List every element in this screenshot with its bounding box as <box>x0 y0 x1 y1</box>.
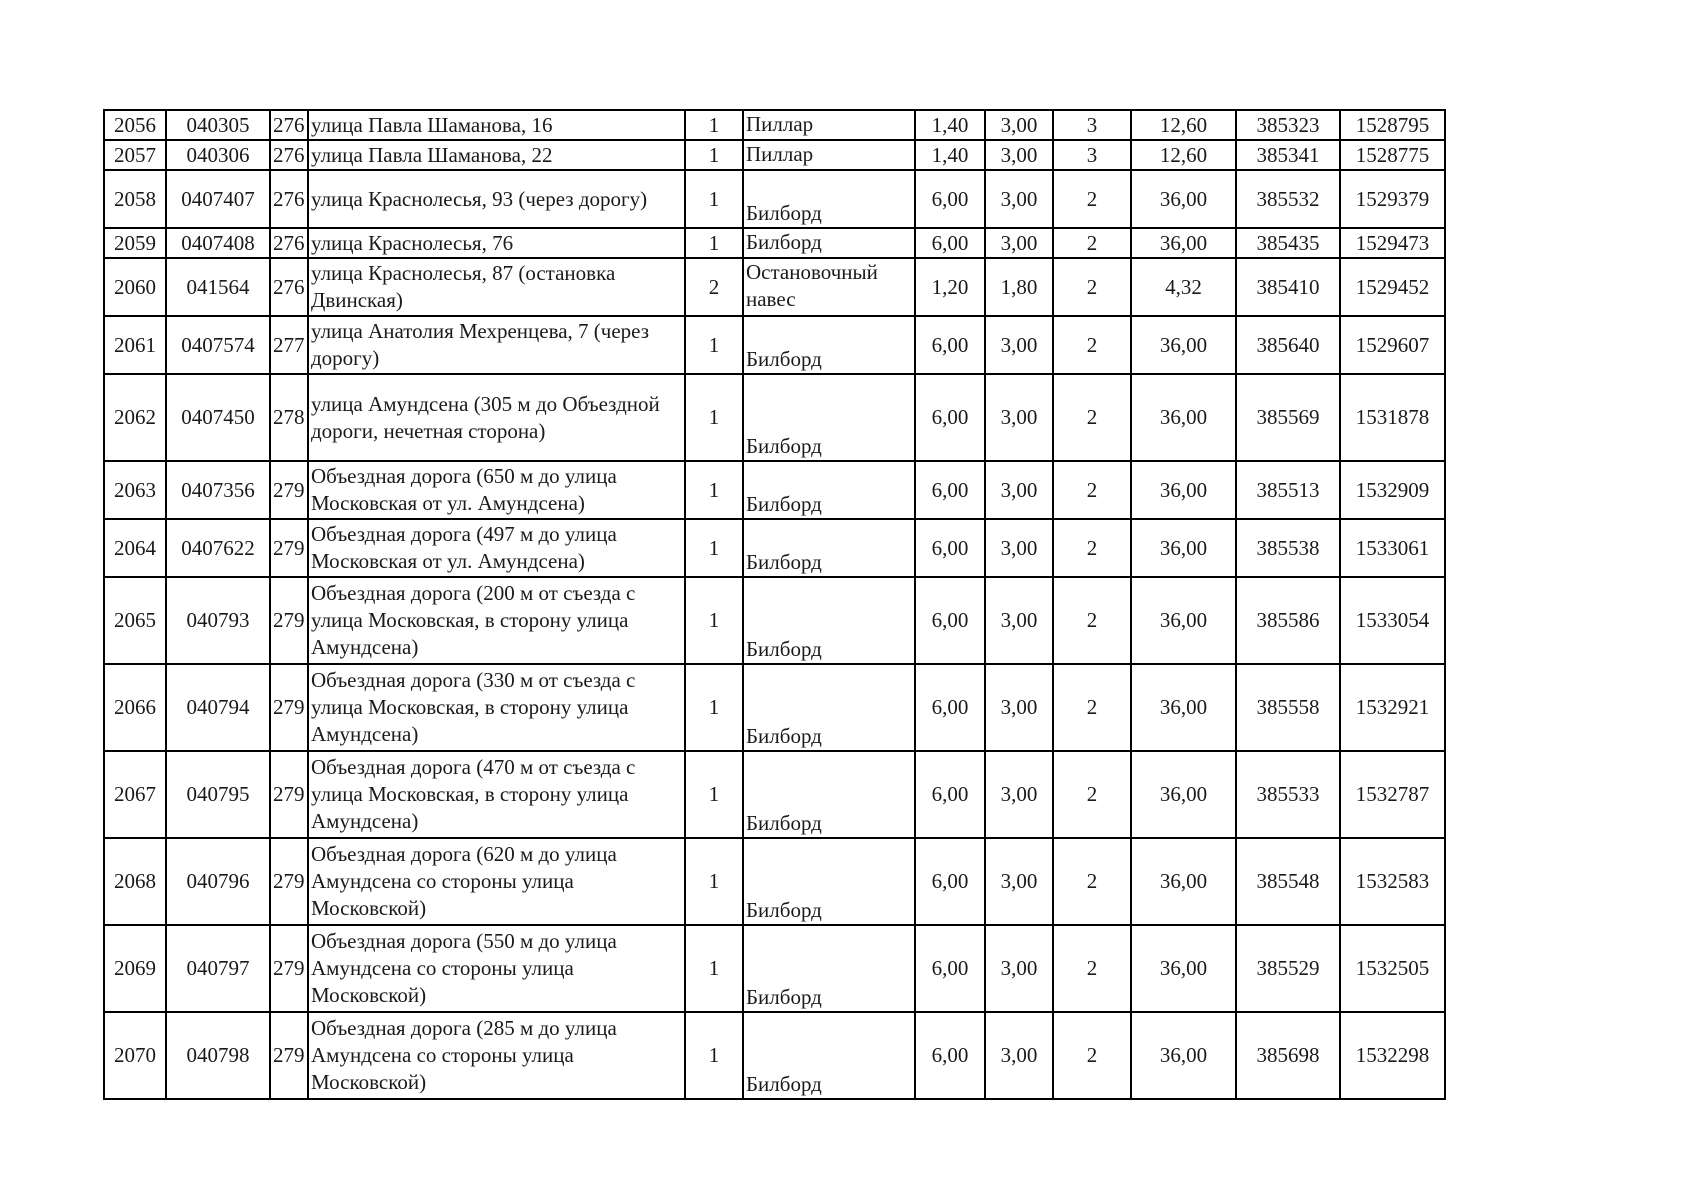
width-cell: 6,00 <box>915 170 985 228</box>
area-cell: 36,00 <box>1131 664 1236 751</box>
advertising-structures-table <box>103 109 1446 1100</box>
structure-type-cell: Пиллар <box>743 140 915 170</box>
row-number-cell: 2064 <box>104 519 166 577</box>
table-row <box>104 838 1445 925</box>
coordinate-x-cell: 385410 <box>1236 258 1340 316</box>
area-cell: 12,60 <box>1131 110 1236 140</box>
coordinate-y-cell: 1532921 <box>1340 664 1445 751</box>
height-cell: 3,00 <box>985 519 1053 577</box>
structure-type-cell: Билборд <box>743 925 915 1012</box>
quantity-cell: 1 <box>685 519 743 577</box>
coordinate-x-cell: 385586 <box>1236 577 1340 664</box>
width-cell: 6,00 <box>915 1012 985 1099</box>
row-number-cell: 2067 <box>104 751 166 838</box>
coordinate-x-cell: 385548 <box>1236 838 1340 925</box>
structure-code-cell: 041564 <box>166 258 270 316</box>
quantity-cell: 1 <box>685 316 743 374</box>
area-cell: 36,00 <box>1131 461 1236 519</box>
quantity-cell: 1 <box>685 664 743 751</box>
table-row <box>104 258 1445 316</box>
quantity-cell: 1 <box>685 577 743 664</box>
address-cell: Объездная дорога (470 м от съезда с улица Московская, в сторону улица Амундсена) <box>308 751 685 838</box>
coordinate-y-cell: 1531878 <box>1340 374 1445 461</box>
sides-cell: 2 <box>1053 170 1131 228</box>
zone-cell: 279 <box>270 1012 308 1099</box>
sides-cell: 2 <box>1053 461 1131 519</box>
coordinate-x-cell: 385640 <box>1236 316 1340 374</box>
zone-cell: 276 <box>270 258 308 316</box>
zone-cell: 276 <box>270 170 308 228</box>
coordinate-x-cell: 385558 <box>1236 664 1340 751</box>
width-cell: 6,00 <box>915 577 985 664</box>
coordinate-x-cell: 385532 <box>1236 170 1340 228</box>
row-number-cell: 2063 <box>104 461 166 519</box>
table-row <box>104 461 1445 519</box>
coordinate-y-cell: 1529452 <box>1340 258 1445 316</box>
structure-code-cell: 040794 <box>166 664 270 751</box>
table-row <box>104 751 1445 838</box>
coordinate-x-cell: 385533 <box>1236 751 1340 838</box>
sides-cell: 3 <box>1053 110 1131 140</box>
structure-type-cell: Пиллар <box>743 110 915 140</box>
table-row <box>104 110 1445 140</box>
area-cell: 36,00 <box>1131 751 1236 838</box>
address-cell: Объездная дорога (650 м до улица Московская от ул. Амундсена) <box>308 461 685 519</box>
width-cell: 6,00 <box>915 838 985 925</box>
row-number-cell: 2061 <box>104 316 166 374</box>
sides-cell: 2 <box>1053 228 1131 258</box>
table-row <box>104 519 1445 577</box>
structure-type-cell: Билборд <box>743 1012 915 1099</box>
sides-cell: 2 <box>1053 751 1131 838</box>
height-cell: 3,00 <box>985 228 1053 258</box>
row-number-cell: 2065 <box>104 577 166 664</box>
zone-cell: 278 <box>270 374 308 461</box>
table-row <box>104 925 1445 1012</box>
table-row <box>104 374 1445 461</box>
coordinate-y-cell: 1532787 <box>1340 751 1445 838</box>
zone-cell: 279 <box>270 838 308 925</box>
height-cell: 3,00 <box>985 751 1053 838</box>
sides-cell: 2 <box>1053 664 1131 751</box>
table-row <box>104 228 1445 258</box>
structure-type-cell: Билборд <box>743 838 915 925</box>
address-cell: улица Павла Шаманова, 22 <box>308 140 685 170</box>
sides-cell: 3 <box>1053 140 1131 170</box>
quantity-cell: 2 <box>685 258 743 316</box>
coordinate-x-cell: 385435 <box>1236 228 1340 258</box>
address-cell: улица Краснолесья, 87 (остановка Двинская) <box>308 258 685 316</box>
structure-type-cell: Билборд <box>743 374 915 461</box>
structure-code-cell: 040796 <box>166 838 270 925</box>
zone-cell: 279 <box>270 925 308 1012</box>
coordinate-x-cell: 385323 <box>1236 110 1340 140</box>
coordinate-x-cell: 385529 <box>1236 925 1340 1012</box>
row-number-cell: 2059 <box>104 228 166 258</box>
area-cell: 36,00 <box>1131 316 1236 374</box>
quantity-cell: 1 <box>685 461 743 519</box>
coordinate-x-cell: 385513 <box>1236 461 1340 519</box>
sides-cell: 2 <box>1053 519 1131 577</box>
coordinate-x-cell: 385698 <box>1236 1012 1340 1099</box>
address-cell: улица Краснолесья, 76 <box>308 228 685 258</box>
height-cell: 3,00 <box>985 461 1053 519</box>
coordinate-y-cell: 1528795 <box>1340 110 1445 140</box>
area-cell: 36,00 <box>1131 577 1236 664</box>
height-cell: 3,00 <box>985 664 1053 751</box>
area-cell: 36,00 <box>1131 838 1236 925</box>
coordinate-x-cell: 385569 <box>1236 374 1340 461</box>
zone-cell: 277 <box>270 316 308 374</box>
height-cell: 3,00 <box>985 577 1053 664</box>
structure-type-cell: Билборд <box>743 461 915 519</box>
address-cell: улица Павла Шаманова, 16 <box>308 110 685 140</box>
structure-code-cell: 040305 <box>166 110 270 140</box>
width-cell: 1,40 <box>915 140 985 170</box>
zone-cell: 276 <box>270 228 308 258</box>
coordinate-y-cell: 1528775 <box>1340 140 1445 170</box>
quantity-cell: 1 <box>685 751 743 838</box>
table-row <box>104 140 1445 170</box>
row-number-cell: 2066 <box>104 664 166 751</box>
width-cell: 6,00 <box>915 925 985 1012</box>
area-cell: 36,00 <box>1131 170 1236 228</box>
height-cell: 1,80 <box>985 258 1053 316</box>
area-cell: 36,00 <box>1131 228 1236 258</box>
width-cell: 6,00 <box>915 374 985 461</box>
table-body <box>104 110 1445 1099</box>
width-cell: 1,20 <box>915 258 985 316</box>
sides-cell: 2 <box>1053 577 1131 664</box>
structure-code-cell: 040798 <box>166 1012 270 1099</box>
width-cell: 6,00 <box>915 228 985 258</box>
coordinate-y-cell: 1532505 <box>1340 925 1445 1012</box>
row-number-cell: 2068 <box>104 838 166 925</box>
structure-code-cell: 0407622 <box>166 519 270 577</box>
quantity-cell: 1 <box>685 1012 743 1099</box>
row-number-cell: 2058 <box>104 170 166 228</box>
quantity-cell: 1 <box>685 228 743 258</box>
height-cell: 3,00 <box>985 170 1053 228</box>
quantity-cell: 1 <box>685 140 743 170</box>
sides-cell: 2 <box>1053 1012 1131 1099</box>
coordinate-y-cell: 1532583 <box>1340 838 1445 925</box>
quantity-cell: 1 <box>685 374 743 461</box>
structure-code-cell: 0407574 <box>166 316 270 374</box>
table-row <box>104 577 1445 664</box>
coordinate-x-cell: 385538 <box>1236 519 1340 577</box>
quantity-cell: 1 <box>685 170 743 228</box>
quantity-cell: 1 <box>685 838 743 925</box>
width-cell: 6,00 <box>915 316 985 374</box>
structure-code-cell: 040797 <box>166 925 270 1012</box>
coordinate-y-cell: 1533054 <box>1340 577 1445 664</box>
structure-type-cell: Билборд <box>743 751 915 838</box>
area-cell: 36,00 <box>1131 374 1236 461</box>
coordinate-y-cell: 1532298 <box>1340 1012 1445 1099</box>
zone-cell: 279 <box>270 577 308 664</box>
coordinate-y-cell: 1533061 <box>1340 519 1445 577</box>
area-cell: 12,60 <box>1131 140 1236 170</box>
address-cell: улица Анатолия Мехренцева, 7 (через дорогу) <box>308 316 685 374</box>
height-cell: 3,00 <box>985 838 1053 925</box>
structure-code-cell: 040306 <box>166 140 270 170</box>
structure-type-cell: Билборд <box>743 664 915 751</box>
zone-cell: 279 <box>270 461 308 519</box>
coordinate-y-cell: 1529473 <box>1340 228 1445 258</box>
row-number-cell: 2069 <box>104 925 166 1012</box>
table-row <box>104 170 1445 228</box>
quantity-cell: 1 <box>685 925 743 1012</box>
width-cell: 6,00 <box>915 519 985 577</box>
width-cell: 1,40 <box>915 110 985 140</box>
address-cell: Объездная дорога (620 м до улица Амундсена со стороны улица Московской) <box>308 838 685 925</box>
row-number-cell: 2062 <box>104 374 166 461</box>
structure-type-cell: Билборд <box>743 577 915 664</box>
zone-cell: 279 <box>270 751 308 838</box>
sides-cell: 2 <box>1053 258 1131 316</box>
sides-cell: 2 <box>1053 925 1131 1012</box>
row-number-cell: 2060 <box>104 258 166 316</box>
area-cell: 4,32 <box>1131 258 1236 316</box>
address-cell: Объездная дорога (285 м до улица Амундсена со стороны улица Московской) <box>308 1012 685 1099</box>
area-cell: 36,00 <box>1131 1012 1236 1099</box>
structure-code-cell: 0407408 <box>166 228 270 258</box>
row-number-cell: 2057 <box>104 140 166 170</box>
row-number-cell: 2056 <box>104 110 166 140</box>
structure-type-cell: Билборд <box>743 170 915 228</box>
table-row <box>104 664 1445 751</box>
structure-type-cell: Билборд <box>743 228 915 258</box>
height-cell: 3,00 <box>985 316 1053 374</box>
area-cell: 36,00 <box>1131 925 1236 1012</box>
sides-cell: 2 <box>1053 316 1131 374</box>
table-row <box>104 316 1445 374</box>
height-cell: 3,00 <box>985 110 1053 140</box>
address-cell: Объездная дорога (550 м до улица Амундсена со стороны улица Московской) <box>308 925 685 1012</box>
height-cell: 3,00 <box>985 1012 1053 1099</box>
quantity-cell: 1 <box>685 110 743 140</box>
table-row <box>104 1012 1445 1099</box>
height-cell: 3,00 <box>985 140 1053 170</box>
structure-code-cell: 040795 <box>166 751 270 838</box>
address-cell: Объездная дорога (330 м от съезда с улица Московская, в сторону улица Амундсена) <box>308 664 685 751</box>
structure-type-cell: Билборд <box>743 519 915 577</box>
width-cell: 6,00 <box>915 751 985 838</box>
width-cell: 6,00 <box>915 461 985 519</box>
coordinate-y-cell: 1529607 <box>1340 316 1445 374</box>
coordinate-y-cell: 1529379 <box>1340 170 1445 228</box>
zone-cell: 279 <box>270 664 308 751</box>
coordinate-y-cell: 1532909 <box>1340 461 1445 519</box>
zone-cell: 276 <box>270 140 308 170</box>
zone-cell: 276 <box>270 110 308 140</box>
structure-code-cell: 0407407 <box>166 170 270 228</box>
address-cell: Объездная дорога (200 м от съезда с улица Московская, в сторону улица Амундсена) <box>308 577 685 664</box>
structure-type-cell: Остановочный навес <box>743 258 915 316</box>
height-cell: 3,00 <box>985 374 1053 461</box>
structure-type-cell: Билборд <box>743 316 915 374</box>
structure-code-cell: 040793 <box>166 577 270 664</box>
structure-code-cell: 0407356 <box>166 461 270 519</box>
sides-cell: 2 <box>1053 838 1131 925</box>
height-cell: 3,00 <box>985 925 1053 1012</box>
coordinate-x-cell: 385341 <box>1236 140 1340 170</box>
width-cell: 6,00 <box>915 664 985 751</box>
structure-code-cell: 0407450 <box>166 374 270 461</box>
area-cell: 36,00 <box>1131 519 1236 577</box>
address-cell: улица Краснолесья, 93 (через дорогу) <box>308 170 685 228</box>
zone-cell: 279 <box>270 519 308 577</box>
sides-cell: 2 <box>1053 374 1131 461</box>
row-number-cell: 2070 <box>104 1012 166 1099</box>
address-cell: Объездная дорога (497 м до улица Московская от ул. Амундсена) <box>308 519 685 577</box>
address-cell: улица Амундсена (305 м до Объездной дороги, нечетная сторона) <box>308 374 685 461</box>
